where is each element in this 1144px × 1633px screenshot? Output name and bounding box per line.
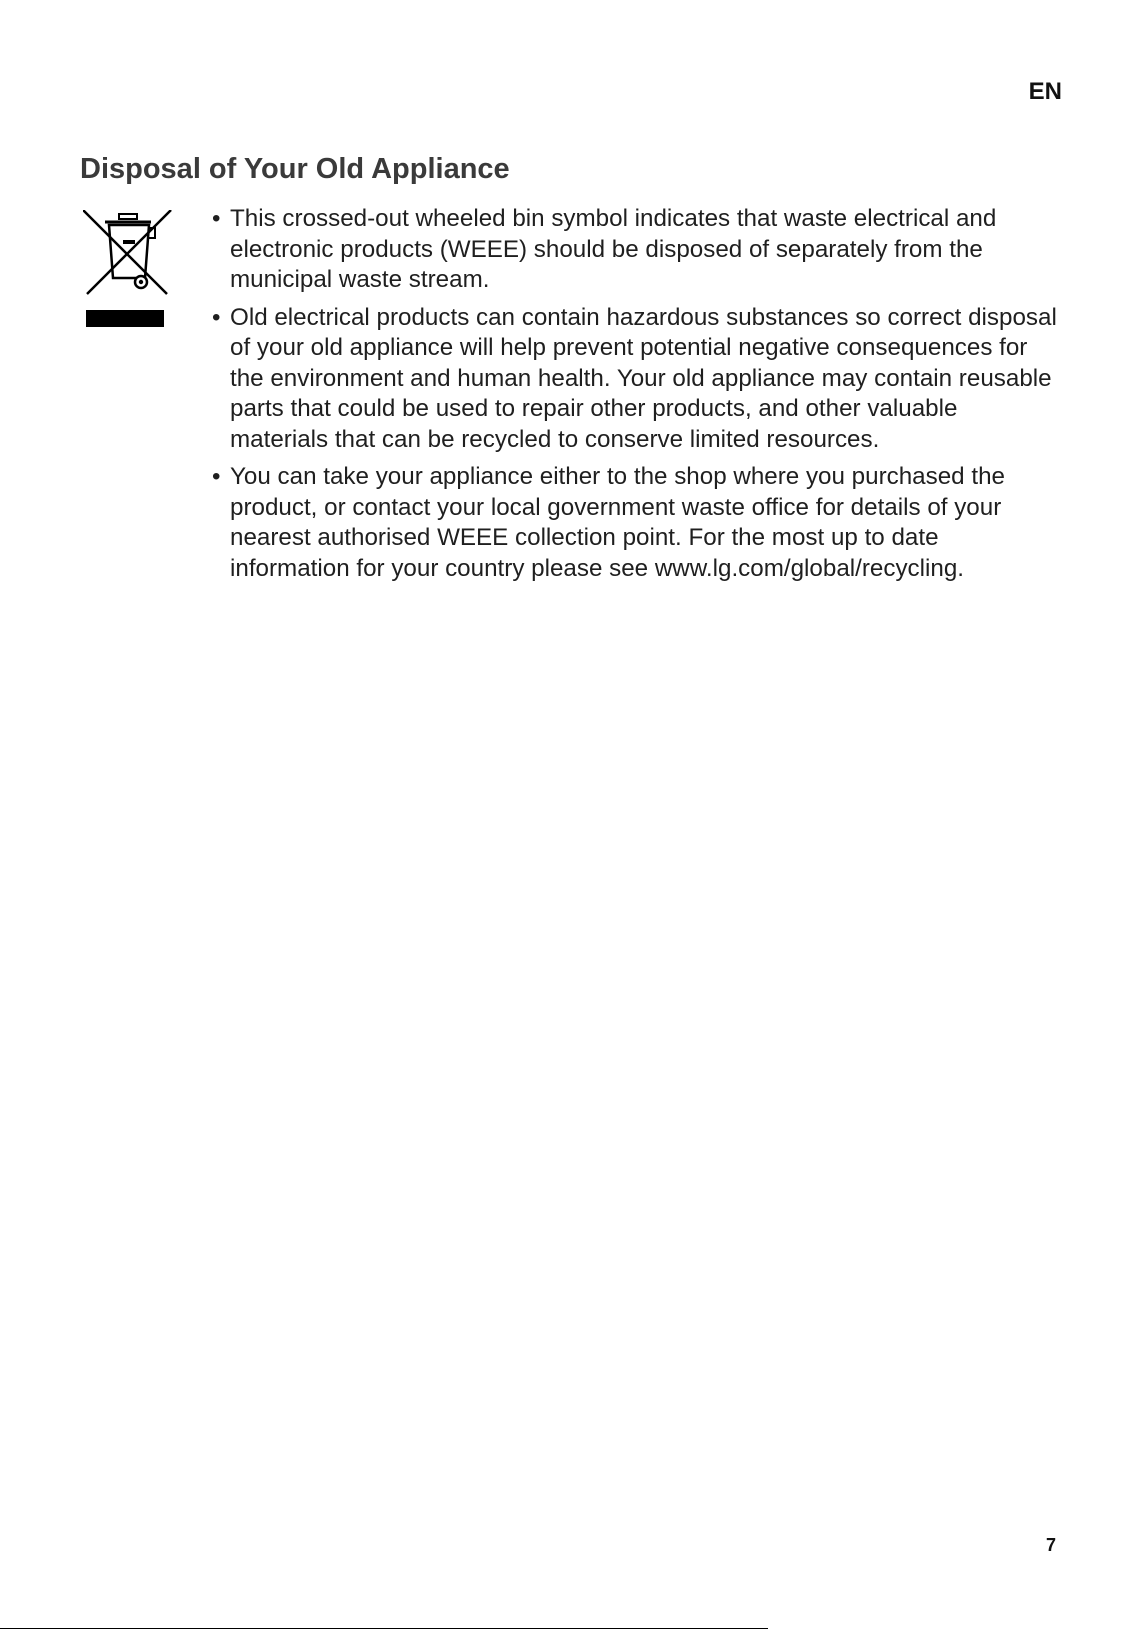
disposal-bullet-list: [212, 204, 1060, 591]
bullet-marker: •: [212, 303, 221, 331]
language-code: EN: [1028, 78, 1062, 105]
page-number: 7: [1045, 1535, 1056, 1555]
bullet-text: Old electrical products can contain hazardous substances so correct disposal of your old appliance will help prevent potential negative consequences for the environment and human health. Your old appliance may contain reusable parts that could be used to repair other products, and other valuable materials that can be recycled to conserve limited resources.: [230, 303, 1057, 453]
bullet-marker: •: [212, 205, 221, 232]
crossed-out-wheeled-bin-icon: [83, 210, 175, 342]
bullet-marker: •: [212, 463, 221, 490]
footer-divider: [0, 1628, 768, 1629]
list-item: [212, 204, 1060, 296]
bullet-text: You can take your appliance either to the shop where you purchased the product, or contact your local government waste office for details of your nearest authorised WEEE collection point. For the most up to date information for your country please see www.lg.com/global/recycling.: [230, 463, 1005, 582]
list-item: [212, 462, 1060, 584]
list-item: [212, 303, 1060, 456]
bullet-text: This crossed-out wheeled bin symbol indicates that waste electrical and electronic products (WEEE) should be disposed of separately from the municipal waste stream.: [230, 205, 997, 293]
section-title: Disposal of Your Old Appliance: [80, 153, 510, 185]
